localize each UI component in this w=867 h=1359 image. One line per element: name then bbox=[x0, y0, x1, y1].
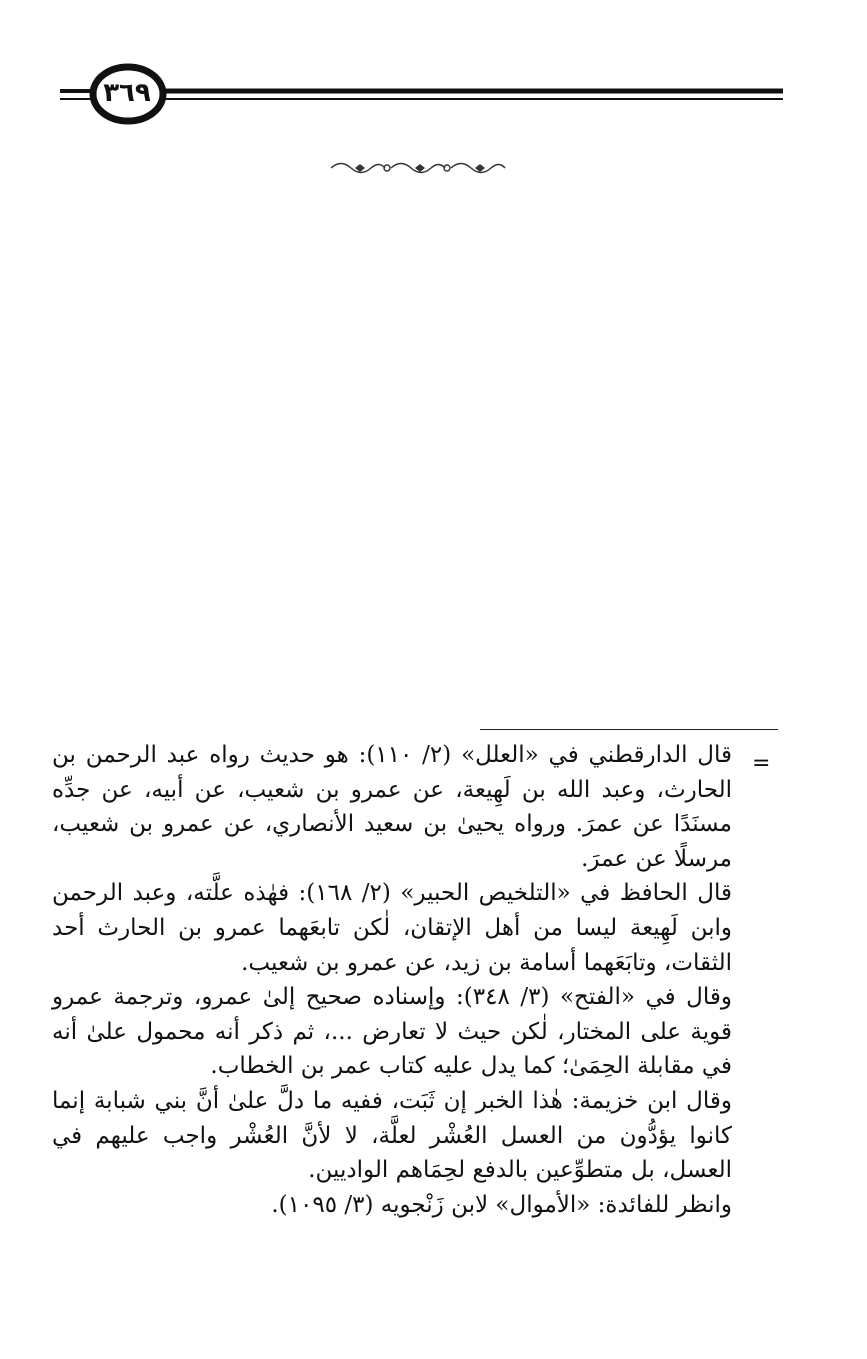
footnote-separator bbox=[480, 729, 778, 730]
page-number: ٣٦٩ bbox=[103, 78, 151, 108]
header-rule-ornament bbox=[0, 0, 867, 140]
footnote-paragraph: وقال ابن خزيمة: هٰذا الخبر إن ثَبَت، ففيه ما دلَّ علىٰ أنَّ بني شبابة إنما كانوا يؤدُّون من العسل العُشْر لعلَّة، لا لأنَّ العُشْر واجب عليهم في العسل، بل متطوِّعين بالدفع لحِمَاهم الواديين. bbox=[52, 1087, 732, 1184]
divider-ornament-icon bbox=[325, 154, 525, 182]
footnote-paragraph: وانظر للفائدة: «الأموال» لابن زَنْجويه (٣/ ١٠٩٥). bbox=[271, 1191, 732, 1218]
footnote-paragraph: قال الحافظ في «التلخيص الحبير» (٢/ ١٦٨): فهٰذه علَّته، وعبد الرحمن وابن لَهِيعة ليسا من أهل الإتقان، لٰكن تابعَهما عمرو بن الحارث أحد الثقات، وتابَعَهما أسامة بن زيد، عن عمرو بن شعيب. bbox=[52, 880, 732, 976]
footnotes bbox=[52, 738, 732, 1222]
continuation-mark: = bbox=[752, 751, 771, 776]
footnote-paragraph: وقال في «الفتح» (٣/ ٣٤٨): وإسناده صحيح إلىٰ عمرو، وترجمة عمرو قوية على المختار، لٰكن حيث لا تعارض ...، ثم ذكر أنه محمول علىٰ أنه في مقابلة الحِمَىٰ؛ كما يدل عليه كتاب عمر بن الخطاب. bbox=[52, 984, 733, 1080]
page-header bbox=[0, 0, 867, 140]
footnote-paragraph: قال الدارقطني في «العلل» (٢/ ١١٠): هو حديث رواه عبد الرحمن بن الحارث، وعبد الله بن لَهِيعة، عن عمرو بن شعيب، عن أبيه، عن جدِّه مسنَدًا عن عمرَ. ورواه يحيىٰ بن سعيد الأنصاري، عن عمرو بن شعيب، مرسلًا عن عمرَ. bbox=[52, 742, 732, 872]
